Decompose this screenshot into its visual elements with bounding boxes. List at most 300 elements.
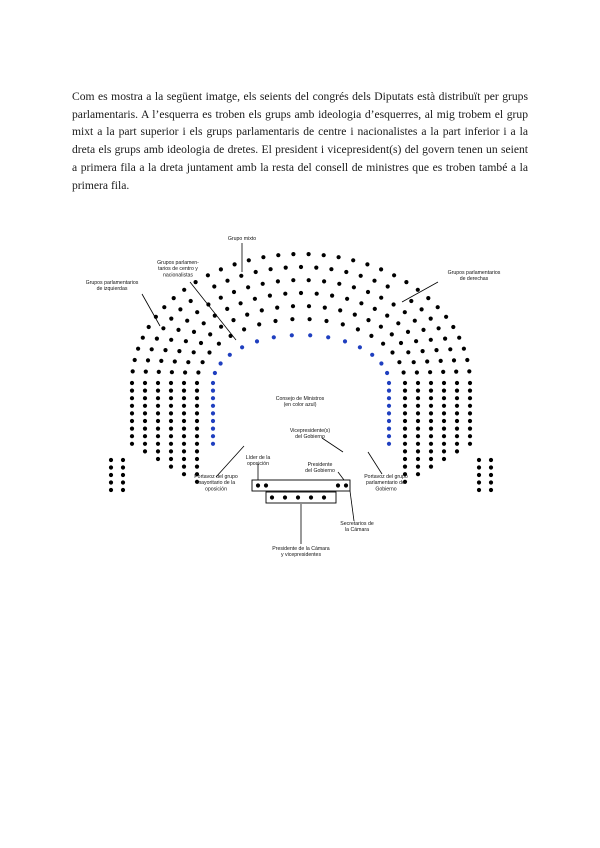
deputy-seat (341, 322, 345, 326)
deputy-seat (455, 419, 459, 423)
deputy-seat (199, 341, 203, 345)
deputy-seat (444, 315, 448, 319)
deputy-seat (257, 322, 261, 326)
deputy-seat (429, 389, 433, 393)
congress-seating-diagram (86, 228, 546, 568)
deputy-seat (225, 307, 229, 311)
deputy-seat (455, 396, 459, 400)
deputy-seat (403, 381, 407, 385)
deputy-seat (182, 472, 186, 476)
government-seat (211, 411, 215, 415)
deputy-seat (261, 255, 265, 259)
deputy-seat (455, 381, 459, 385)
deputy-seat (403, 434, 407, 438)
deputy-seat (156, 419, 160, 423)
deputy-seat (403, 457, 407, 461)
deputy-seat (247, 258, 251, 262)
deputy-seat (178, 307, 182, 311)
deputy-seat (185, 319, 189, 323)
deputy-seat (429, 457, 433, 461)
deputy-seat (416, 472, 420, 476)
deputy-seat (421, 328, 425, 332)
deputy-seat (173, 359, 177, 363)
government-seat (387, 389, 391, 393)
deputy-seat (403, 419, 407, 423)
presidency-seat (283, 495, 287, 499)
deputy-seat (406, 330, 410, 334)
label-portavoz-gobierno: Portavoz del grupo parlamentario del Gobierno (364, 474, 408, 493)
deputy-seat (156, 434, 160, 438)
deputy-seat (455, 434, 459, 438)
deputy-seat (416, 411, 420, 415)
deputy-seat (155, 337, 159, 341)
deputy-seat (182, 419, 186, 423)
deputy-seat (414, 339, 418, 343)
deputy-seat (416, 288, 420, 292)
deputy-seat (403, 389, 407, 393)
deputy-seat (345, 297, 349, 301)
government-seat (385, 371, 389, 375)
deputy-seat (392, 273, 396, 277)
deputy-seat (442, 404, 446, 408)
leader-portavoz-oposicion (216, 446, 244, 477)
deputy-seat (330, 294, 334, 298)
deputy-seat (434, 348, 438, 352)
deputy-seat (307, 304, 311, 308)
deputy-seat (429, 411, 433, 415)
deputy-seat (182, 449, 186, 453)
deputy-seat (143, 381, 147, 385)
deputy-seat (439, 359, 443, 363)
deputy-seat (448, 347, 452, 351)
deputy-seat (182, 434, 186, 438)
deputy-seat (451, 325, 455, 329)
deputy-seat (412, 360, 416, 364)
deputy-seat (130, 434, 134, 438)
deputy-seat (169, 442, 173, 446)
deputy-seat (130, 389, 134, 393)
deputy-seat (131, 369, 135, 373)
deputy-seat (195, 442, 199, 446)
deputy-seat (442, 427, 446, 431)
deputy-seat (468, 396, 472, 400)
government-seat (387, 419, 391, 423)
deputy-seat (169, 381, 173, 385)
deputy-seat (143, 434, 147, 438)
deputy-seat (416, 442, 420, 446)
label-lider-oposicion: Líder de la oposición (245, 455, 271, 468)
deputy-seat (109, 458, 113, 462)
government-seat (290, 333, 294, 337)
deputy-seat (468, 419, 472, 423)
deputy-seat (397, 360, 401, 364)
deputy-seat (182, 396, 186, 400)
government-seat (387, 427, 391, 431)
deputy-seat (121, 480, 125, 484)
deputy-seat (468, 442, 472, 446)
deputy-seat (133, 358, 137, 362)
deputy-seat (455, 389, 459, 393)
deputy-seat (182, 404, 186, 408)
deputy-seat (467, 369, 471, 373)
deputy-seat (192, 350, 196, 354)
deputy-seat (254, 270, 258, 274)
deputy-seat (130, 404, 134, 408)
deputy-seat (402, 370, 406, 374)
deputy-seat (192, 330, 196, 334)
deputy-seat (275, 306, 279, 310)
deputy-seat (156, 449, 160, 453)
government-seat (358, 345, 362, 349)
leader-portavoz-gobierno (368, 452, 382, 474)
deputy-seat (109, 465, 113, 469)
deputy-seat (365, 262, 369, 266)
deputy-seat (442, 457, 446, 461)
deputy-seat (323, 306, 327, 310)
deputy-seat (121, 458, 125, 462)
deputy-seat (196, 370, 200, 374)
deputy-seat (195, 381, 199, 385)
government-seat (255, 339, 259, 343)
deputy-seat (359, 301, 363, 305)
deputy-seat (245, 313, 249, 317)
deputy-seat (195, 457, 199, 461)
deputy-seat (130, 381, 134, 385)
deputy-seat (169, 411, 173, 415)
deputy-seat (442, 411, 446, 415)
deputy-seat (442, 419, 446, 423)
deputy-seat (141, 336, 145, 340)
deputy-seat (130, 396, 134, 400)
deputy-seat (416, 427, 420, 431)
deputy-seat (443, 337, 447, 341)
deputy-seat (143, 442, 147, 446)
deputy-seat (159, 359, 163, 363)
leader-presidente-gobierno (338, 472, 344, 480)
deputy-seat (409, 299, 413, 303)
deputy-seat (109, 473, 113, 477)
deputy-seat (299, 265, 303, 269)
deputy-seat (429, 338, 433, 342)
deputy-seat (225, 279, 229, 283)
deputy-seat (442, 381, 446, 385)
deputy-seat (130, 411, 134, 415)
presidency-seat (296, 495, 300, 499)
deputy-seat (416, 381, 420, 385)
deputy-seat (455, 442, 459, 446)
deputy-seat (421, 349, 425, 353)
deputy-seat (403, 396, 407, 400)
deputy-seat (344, 270, 348, 274)
deputy-seat (353, 313, 357, 317)
deputy-seat (457, 336, 461, 340)
government-seat (387, 404, 391, 408)
deputy-seat (462, 347, 466, 351)
deputy-seat (195, 396, 199, 400)
diagram-labels (86, 236, 501, 558)
deputy-seat (366, 318, 370, 322)
deputy-seat (233, 262, 237, 266)
deputy-seat (143, 449, 147, 453)
deputy-seat (455, 449, 459, 453)
deputy-seat (195, 419, 199, 423)
deputy-seat (143, 389, 147, 393)
label-centro-nacionalistas: Grupos parlamen-tarios de centro y nacionalistas (157, 260, 199, 279)
deputy-seat (186, 360, 190, 364)
leader-secretarios (350, 491, 354, 521)
deputy-seat (396, 321, 400, 325)
deputy-seat (454, 370, 458, 374)
deputy-seat (379, 267, 383, 271)
deputy-seat (416, 404, 420, 408)
deputy-seat (169, 389, 173, 393)
deputy-seat (169, 338, 173, 342)
deputy-seat (468, 389, 472, 393)
deputy-seat (183, 370, 187, 374)
deputy-seat (322, 253, 326, 257)
presidency-seat (309, 495, 313, 499)
deputy-seat (130, 419, 134, 423)
deputy-seat (429, 449, 433, 453)
deputy-seat (468, 411, 472, 415)
deputy-seat (420, 307, 424, 311)
leader-derechas (402, 282, 438, 302)
deputy-seat (195, 404, 199, 408)
deputy-seat (177, 349, 181, 353)
label-consejo-ministros: Consejo de Ministros (en color azul) (275, 396, 325, 409)
deputy-seat (176, 328, 180, 332)
deputy-seat (477, 458, 481, 462)
deputy-seat (468, 434, 472, 438)
deputy-seat (465, 358, 469, 362)
deputy-seat (208, 332, 212, 336)
deputy-seat (477, 465, 481, 469)
deputy-seat (219, 296, 223, 300)
deputy-seat (169, 457, 173, 461)
deputy-seat (143, 411, 147, 415)
deputy-seat (290, 317, 294, 321)
deputy-seat (269, 267, 273, 271)
deputy-seat (143, 419, 147, 423)
front-row-seat (336, 483, 340, 487)
deputy-seat (416, 396, 420, 400)
government-seat (326, 335, 330, 339)
deputy-seat (121, 473, 125, 477)
deputy-seat (352, 285, 356, 289)
deputy-seat (429, 442, 433, 446)
deputy-seat (195, 427, 199, 431)
presidency-seat (270, 495, 274, 499)
deputy-seat (162, 305, 166, 309)
deputy-seat (392, 302, 396, 306)
deputy-seat (403, 465, 407, 469)
deputy-seat (315, 292, 319, 296)
deputy-seat (489, 458, 493, 462)
label-vicepresidentes: Vicepresidente(s) del Gobierno (289, 428, 331, 441)
deputy-seat (182, 288, 186, 292)
deputy-seat (163, 348, 167, 352)
deputy-seat (489, 488, 493, 492)
deputy-seat (147, 325, 151, 329)
deputy-seat (403, 449, 407, 453)
deputy-seat (219, 325, 223, 329)
deputy-seat (426, 296, 430, 300)
government-seat (387, 396, 391, 400)
leader-vicepresidentes (322, 438, 343, 452)
government-seat (272, 335, 276, 339)
deputy-seat (195, 434, 199, 438)
deputy-seat (202, 321, 206, 325)
deputy-seat (442, 389, 446, 393)
deputy-seat (291, 304, 295, 308)
front-row-seat (264, 483, 268, 487)
deputy-seat (276, 253, 280, 257)
deputy-seat (442, 442, 446, 446)
deputy-seat (130, 427, 134, 431)
deputy-seat (276, 279, 280, 283)
deputy-seat (291, 278, 295, 282)
deputy-seat (307, 278, 311, 282)
deputy-seat (144, 370, 148, 374)
deputy-seat (232, 290, 236, 294)
government-seat (211, 434, 215, 438)
government-seat (240, 345, 244, 349)
deputy-seat (436, 305, 440, 309)
government-seat (387, 381, 391, 385)
deputy-seat (403, 442, 407, 446)
deputy-seat (455, 427, 459, 431)
front-row-seat (344, 483, 348, 487)
deputy-seat (182, 457, 186, 461)
deputy-seat (416, 434, 420, 438)
government-seat (387, 442, 391, 446)
deputy-seat (477, 480, 481, 484)
deputy-seat (253, 297, 257, 301)
deputy-seat (283, 292, 287, 296)
deputy-seat (170, 370, 174, 374)
label-secretarios: Secretarios de la Cámara (340, 521, 374, 534)
deputy-seat (442, 396, 446, 400)
government-seat (387, 434, 391, 438)
deputy-seat (390, 350, 394, 354)
deputy-seat (429, 317, 433, 321)
deputy-seat (416, 389, 420, 393)
deputy-seat (299, 291, 303, 295)
deputy-seat (468, 427, 472, 431)
deputy-seat (425, 359, 429, 363)
government-seat (213, 371, 217, 375)
deputy-seat (379, 296, 383, 300)
deputy-seat (404, 280, 408, 284)
deputy-seat (468, 404, 472, 408)
deputy-seat (161, 326, 165, 330)
government-seat (211, 419, 215, 423)
deputy-seat (231, 318, 235, 322)
deputy-seat (337, 255, 341, 259)
deputy-seat (416, 419, 420, 423)
deputy-seat (169, 449, 173, 453)
deputy-seat (356, 327, 360, 331)
deputy-seat (322, 279, 326, 283)
government-seat (228, 353, 232, 357)
label-presidente-gobierno: Presidente del Gobierno (305, 462, 335, 475)
deputy-seat (156, 427, 160, 431)
deputy-seat (489, 480, 493, 484)
deputy-seat (169, 419, 173, 423)
deputy-seat (416, 457, 420, 461)
deputy-seat (351, 258, 355, 262)
deputy-seat (156, 411, 160, 415)
government-seat (308, 333, 312, 337)
deputy-seat (359, 274, 363, 278)
deputy-seat (291, 252, 295, 256)
deputy-seat (338, 308, 342, 312)
deputy-seat (136, 347, 140, 351)
deputy-seat (195, 310, 199, 314)
government-seat (370, 353, 374, 357)
deputy-seat (195, 449, 199, 453)
deputy-seat (143, 404, 147, 408)
deputy-seat (172, 296, 176, 300)
deputy-seat (146, 358, 150, 362)
government-seat (211, 427, 215, 431)
deputy-seat (379, 325, 383, 329)
deputy-seat (416, 465, 420, 469)
front-row-seat (256, 483, 260, 487)
deputy-seat (260, 308, 264, 312)
seat-layer (109, 252, 493, 500)
deputy-seat (268, 294, 272, 298)
label-presidente-camara: Presidente de la Cámara y vicepresidentes (272, 546, 330, 559)
government-seat (379, 361, 383, 365)
deputy-seat (437, 326, 441, 330)
deputy-seat (156, 457, 160, 461)
deputy-seat (109, 480, 113, 484)
deputy-seat (219, 267, 223, 271)
deputy-seat (369, 334, 373, 338)
deputy-seat (194, 280, 198, 284)
deputy-seat (143, 396, 147, 400)
deputy-seat (189, 299, 193, 303)
deputy-seat (201, 360, 205, 364)
deputy-seat (156, 381, 160, 385)
deputy-seat (169, 465, 173, 469)
government-seat (211, 404, 215, 408)
deputy-seat (314, 266, 318, 270)
label-portavoz-oposicion: Portavoz del grupo mayoritario de la oposición (194, 474, 238, 493)
deputy-seat (415, 370, 419, 374)
deputy-seat (182, 389, 186, 393)
deputy-seat (284, 266, 288, 270)
deputy-seat (246, 285, 250, 289)
leader-lines (142, 243, 438, 544)
deputy-seat (206, 273, 210, 277)
deputy-seat (207, 350, 211, 354)
deputy-seat (468, 381, 472, 385)
deputy-seat (390, 332, 394, 336)
government-seat (211, 381, 215, 385)
deputy-seat (182, 381, 186, 385)
deputy-seat (212, 284, 216, 288)
leader-izquierdas (142, 294, 160, 326)
deputy-seat (329, 267, 333, 271)
deputy-seat (169, 434, 173, 438)
deputy-seat (372, 279, 376, 283)
government-seat (211, 389, 215, 393)
deputy-seat (429, 427, 433, 431)
government-seat (211, 396, 215, 400)
presidency-seat (322, 495, 326, 499)
